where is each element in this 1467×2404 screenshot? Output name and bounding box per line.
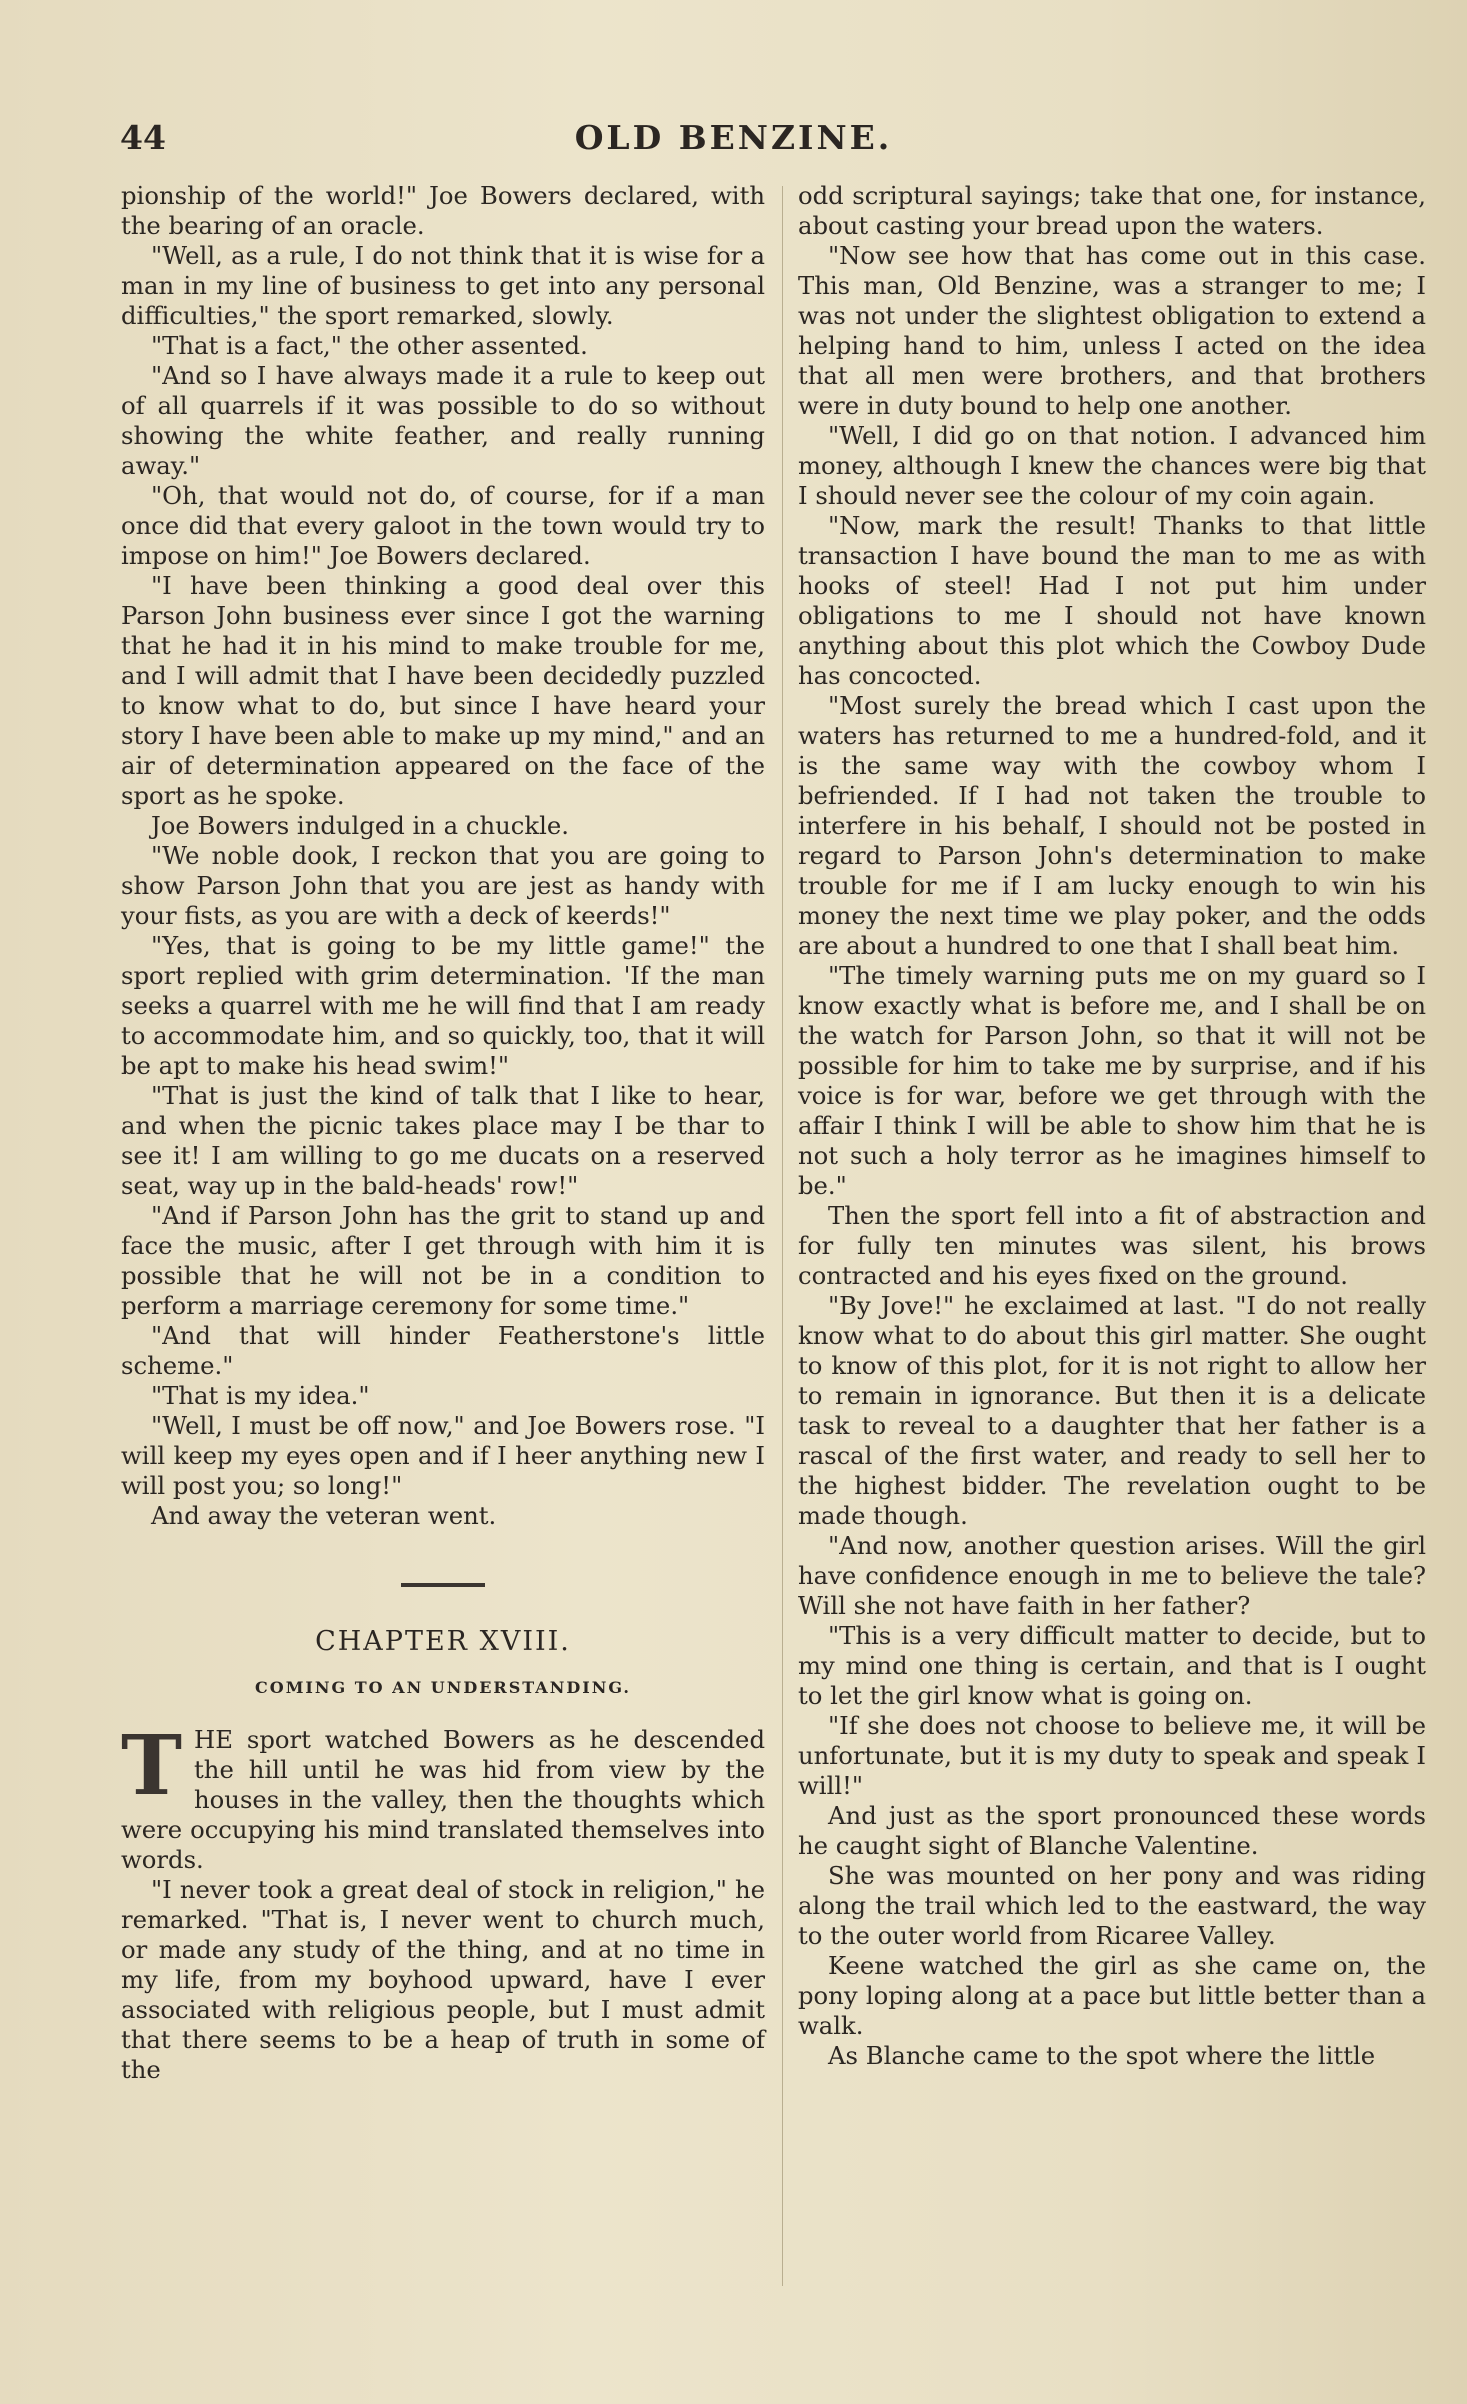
chapter-title: CHAPTER XVIII. — [315, 1626, 571, 1657]
paragraph: "That is just the kind of talk that I like to hear, and when the picnic takes place may I be thar to see it! I am willing to go me ducats on a reserved seat, way up in the bald-heads' row!" — [121, 1081, 765, 1200]
paragraph: She was mounted on her pony and was riding along the trail which led to the eastward, the way to the outer world from Ricaree Valley. — [798, 1861, 1426, 1950]
paragraph: As Blanche came to the spot where the little — [828, 2041, 1376, 2070]
paragraph: "Well, I did go on that notion. I advanced him money, although I knew the chances were big that I should never see the colour of my coin again. — [798, 421, 1426, 510]
paragraph: "Yes, that is going to be my little game!" the sport replied with grim determination. 'If the man seeks a quarrel with me he will find that I am ready to accommodate him, and so quickly, too, that it will be apt to make his head swim!" — [121, 931, 765, 1080]
paragraph: "That is a fact," the other assented. — [151, 331, 588, 360]
page-number: 44 — [120, 118, 166, 157]
paragraph: "That is my idea." — [151, 1381, 370, 1410]
running-title: OLD BENZINE. — [574, 118, 893, 157]
chapter-opening-paragraph — [121, 1718, 765, 1875]
paragraph: "We noble dook, I reckon that you are going to show Parson John that you are jest as handy with your fists, as you are with a deck of keerds!" — [121, 841, 765, 930]
paragraph: Then the sport fell into a fit of abstraction and for fully ten minutes was silent, his brows contracted and his eyes fixed on the ground. — [798, 1201, 1426, 1290]
paragraph: "By Jove!" he exclaimed at last. "I do not really know what to do about this girl matter. She ought to know of this plot, for it is not right to allow her to remain in ignorance. But then it is a delicate task to reveal to a daughter that her father is a rascal of the first water, and ready to sell her to the highest bidder. The revelation ought to be made though. — [798, 1291, 1426, 1530]
paragraph: "Oh, that would not do, of course, for if a man once did that every galoot in the town would try to impose on him!" Joe Bowers declared. — [121, 481, 765, 570]
paragraph: "Well, I must be off now," and Joe Bowers rose. "I will keep my eyes open and if I heer anything new I will post you; so long!" — [121, 1411, 765, 1500]
right-column — [798, 181, 1426, 2071]
chapter-subtitle: COMING TO AN UNDERSTANDING. — [255, 1678, 631, 1697]
paragraph: And away the veteran went. — [151, 1501, 497, 1530]
drop-cap: T — [121, 1718, 183, 1814]
paragraph: Keene watched the girl as she came on, the pony loping along at a pace but little better than a walk. — [798, 1951, 1426, 2040]
paragraph: "Most surely the bread which I cast upon the waters has returned to me a hundred-fold, and it is the same way with the cowboy whom I befriended. If I had not taken the trouble to interfere in his behalf, I should not be posted in regard to Parson John's determination to make trouble for me if I am lucky enough to win his money the next time we play poker, and the odds are about a hundred to one that I shall beat him. — [798, 691, 1426, 960]
paragraph: Joe Bowers indulged in a chuckle. — [151, 811, 569, 840]
paragraph: "If she does not choose to believe me, it will be unfortunate, but it is my duty to speak and speak I will!" — [798, 1711, 1426, 1800]
paragraph-text: HE sport watched Bowers as he descended the hill until he was hid from view by the houses in the valley, then the thoughts which were occupying his mind translated themselves into words. — [121, 1725, 765, 1874]
section-divider — [401, 1583, 485, 1587]
paragraph: pionship of the world!" Joe Bowers declared, with the bearing of an oracle. — [121, 181, 765, 240]
paragraph: odd scriptural sayings; take that one, for instance, about casting your bread upon the waters. — [798, 181, 1426, 240]
paragraph: "And so I have always made it a rule to keep out of all quarrels if it was possible to do so without showing the white feather, and really running away." — [121, 361, 765, 480]
paragraph: "Well, as a rule, I do not think that it is wise for a man in my line of business to get into any personal difficulties," the sport remarked, slowly. — [121, 241, 765, 330]
page-header — [0, 106, 1467, 166]
paragraph: "I never took a great deal of stock in religion," he remarked. "That is, I never went to church much, or made any study of the thing, and at no time in my life, from my boyhood upward, have I ever associated with religious people, but I must admit that there seems to be a heap of truth in some of the — [121, 1875, 765, 2084]
paragraph: "And if Parson John has the grit to stand up and face the music, after I get through with him it is possible that he will not be in a condition to perform a marriage ceremony for some time." — [121, 1201, 765, 1320]
left-column — [121, 181, 765, 2085]
paragraph: "And now, another question arises. Will the girl have confidence enough in me to believe the tale? Will she not have faith in her father? — [798, 1531, 1426, 1620]
paragraph: "And that will hinder Featherstone's little scheme." — [121, 1321, 765, 1380]
paragraph: "I have been thinking a good deal over this Parson John business ever since I got the warning that he had it in his mind to make trouble for me, and I will admit that I have been decidedly puzzled to know what to do, but since I have heard your story I have been able to make up my mind," and an air of determination appeared on the face of the sport as he spoke. — [121, 571, 765, 810]
paragraph: "Now see how that has come out in this case. This man, Old Benzine, was a stranger to me; I was not under the slightest obligation to extend a helping hand to him, unless I acted on the idea that all men were brothers, and that brothers were in duty bound to help one another. — [798, 241, 1426, 420]
paragraph: "Now, mark the result! Thanks to that little transaction I have bound the man to me as with hooks of steel! Had I not put him under obligations to me I should not have known anything about this plot which the Cowboy Dude has concocted. — [798, 511, 1426, 690]
paragraph: And just as the sport pronounced these words he caught sight of Blanche Valentine. — [798, 1801, 1426, 1860]
paragraph: "The timely warning puts me on my guard so I know exactly what is before me, and I shall be on the watch for Parson John, so that it will not be possible for him to take me by surprise, and if his voice is for war, before we get through with the affair I think I will be able to show him that he is not such a holy terror as he imagines himself to be." — [798, 961, 1426, 1200]
column-divider — [782, 186, 783, 2286]
paragraph: "This is a very difficult matter to decide, but to my mind one thing is certain, and that is I ought to let the girl know what is going on. — [798, 1621, 1426, 1710]
